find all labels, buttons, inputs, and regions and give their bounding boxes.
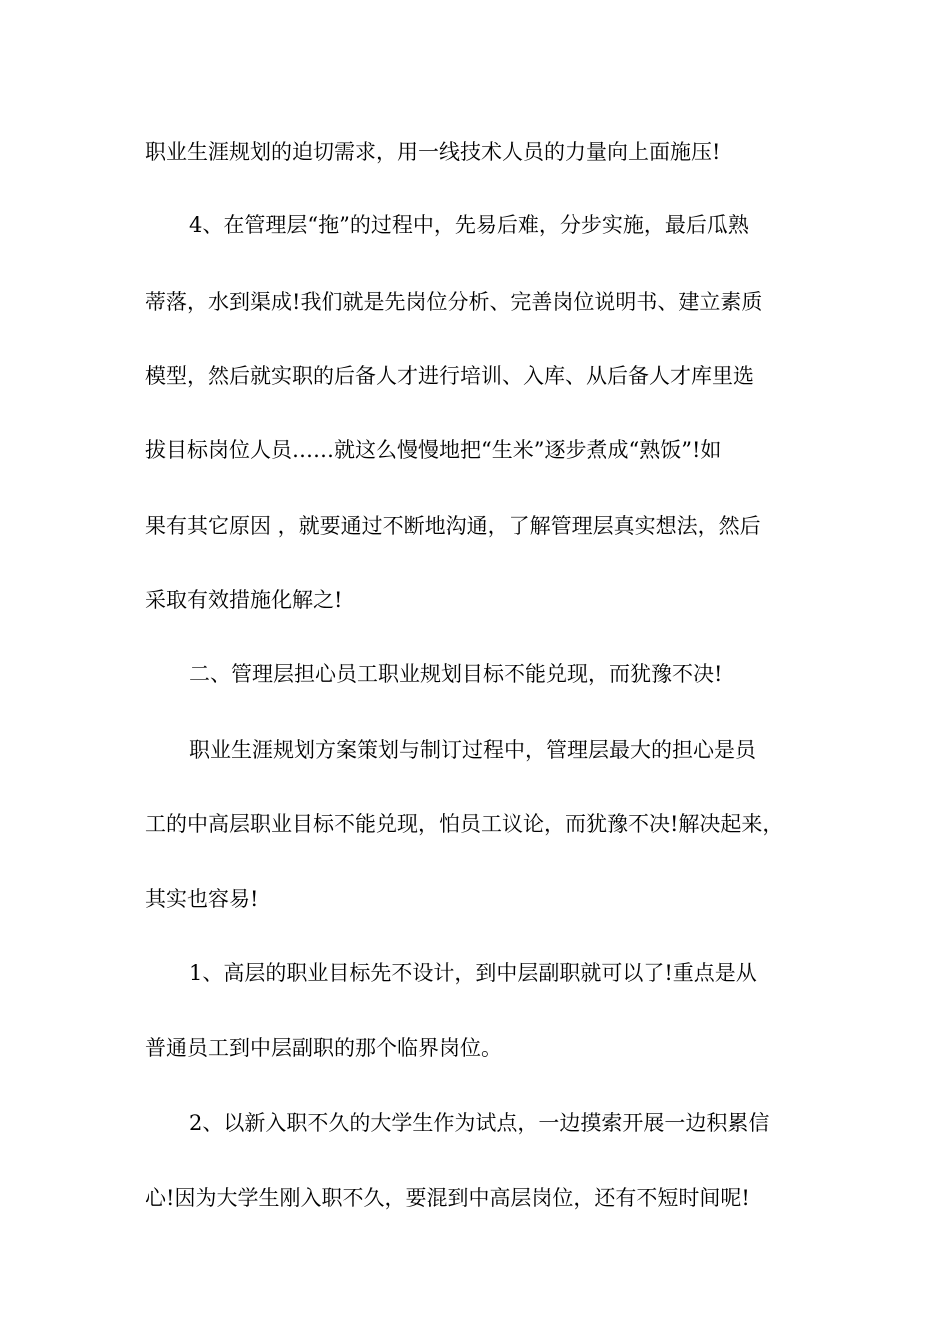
text-line: 拔目标岗位人员……就这么慢慢地把“生米”逐步煮成“熟饭”!如: [145, 438, 722, 462]
text-line: 采取有效措施化解之!: [145, 588, 343, 612]
text-line: 普通员工到中层副职的那个临界岗位。: [145, 1036, 502, 1060]
text-line: 职业生涯规划的迫切需求，用一线技术人员的力量向上面施压!: [145, 140, 721, 164]
text-line: 模型，然后就实职的后备人才进行培训、入库、从后备人才库里选: [145, 364, 754, 388]
text-line: 果有其它原因 ，就要通过不断地沟通，了解管理层真实想法，然后: [145, 514, 761, 538]
text-line: 蒂落，水到渠成!我们就是先岗位分析、完善岗位说明书、建立素质: [145, 290, 763, 314]
text-line: 1、高层的职业目标先不设计，到中层副职就可以了!重点是从: [189, 961, 757, 985]
text-line: 职业生涯规划方案策划与制订过程中，管理层最大的担心是员: [189, 738, 756, 762]
text-line: 2、以新入职不久的大学生作为试点，一边摸索开展一边积累信: [189, 1111, 770, 1135]
text-line: 工的中高层职业目标不能兑现，怕员工议论，而犹豫不决!解决起来，: [145, 812, 784, 836]
section-heading: 二、管理层担心员工职业规划目标不能兑现，而犹豫不决!: [189, 662, 723, 686]
text-line: 其实也容易!: [145, 887, 259, 911]
text-line: 4、在管理层“拖”的过程中，先易后难，分步实施，最后瓜熟: [189, 213, 749, 237]
text-line: 心!因为大学生刚入职不久，要混到中高层岗位，还有不短时间呢!: [145, 1186, 750, 1210]
